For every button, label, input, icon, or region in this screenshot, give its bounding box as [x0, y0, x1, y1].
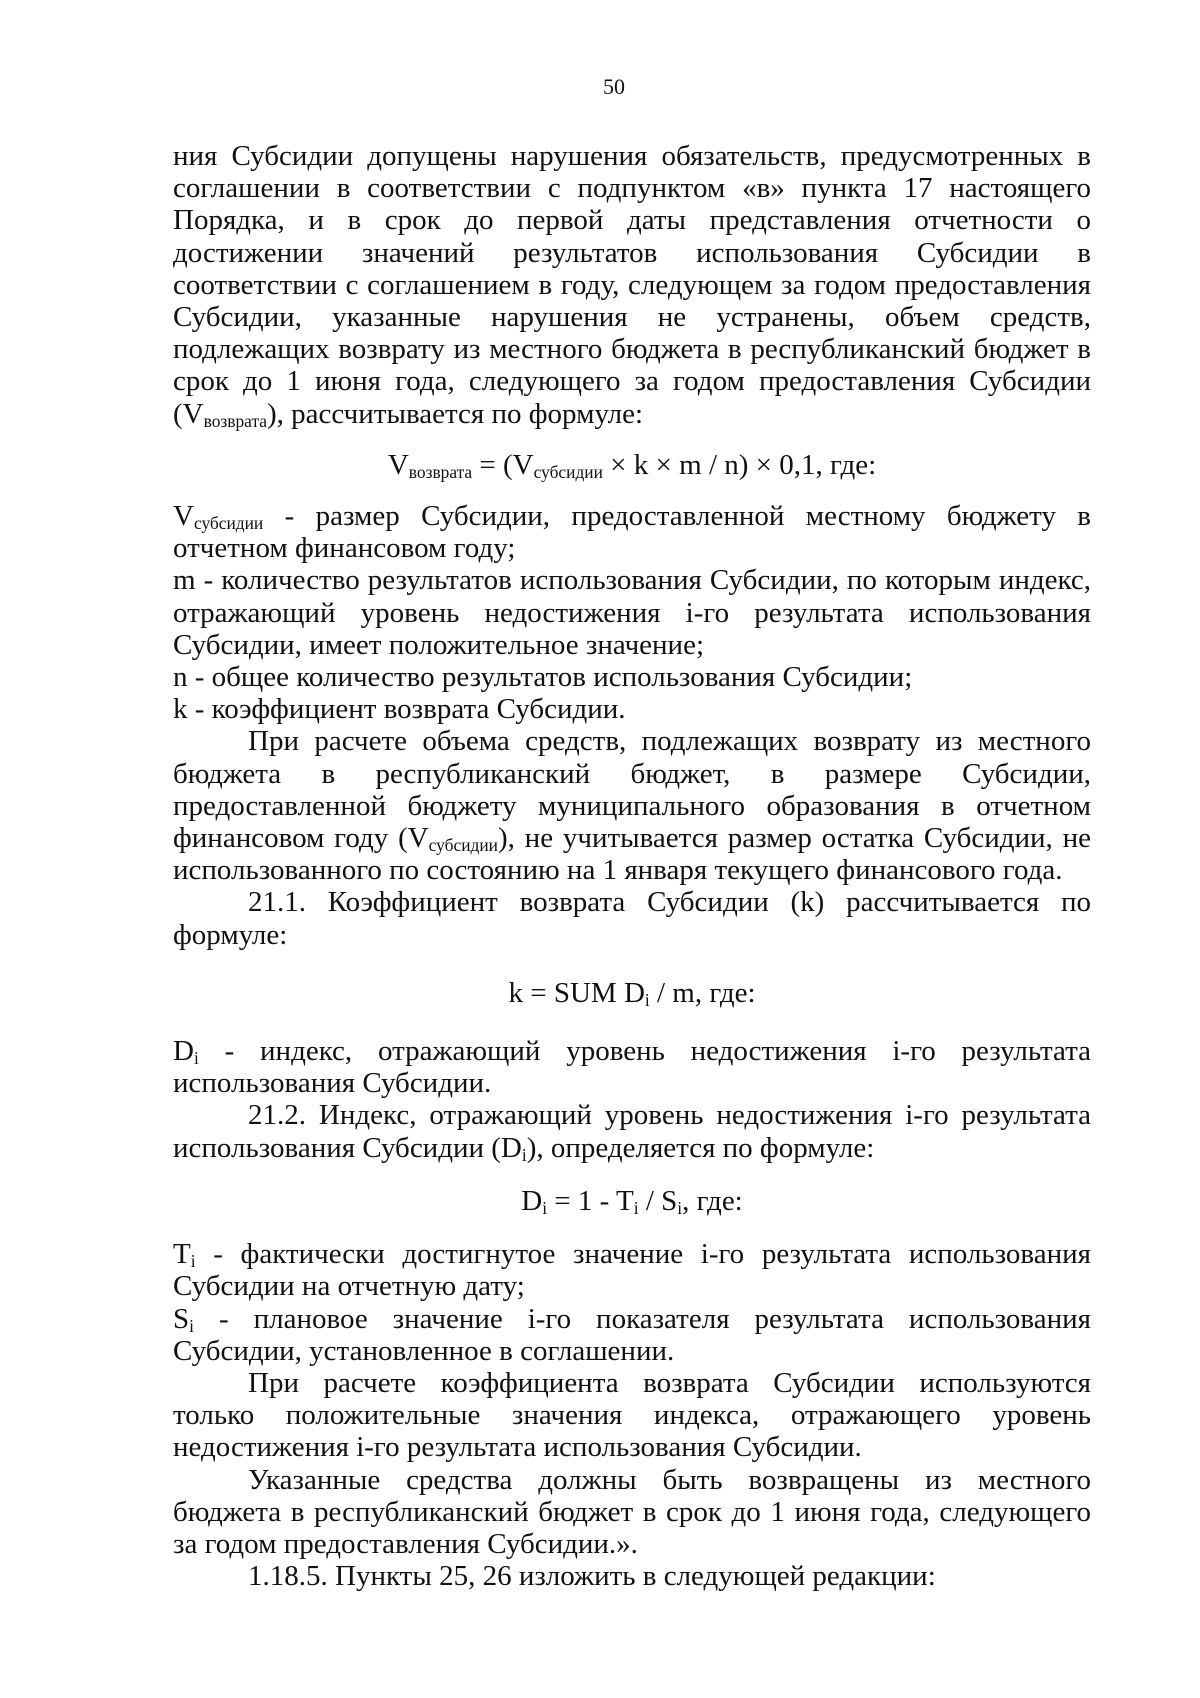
variable: D: [173, 1035, 194, 1068]
formula-part: D: [521, 1184, 543, 1217]
paragraph-calculation-note: [173, 725, 1091, 886]
subscript: i: [542, 1197, 548, 1218]
paragraph-1-18-5: 1.18.5. Пункты 25, 26 изложить в следующей редакции:: [248, 1560, 936, 1593]
definition-text: - размер Субсидии, предоставленной местному бюджету в отчетном финансовом году;: [173, 500, 1091, 565]
formula-part: / m, где:: [649, 976, 756, 1009]
paragraph-text: ния Субсидии допущены нарушения обязательств, предусмотренных в соглашении в соответствии с подпунктом «в» пункта 17 настоящего Порядка, и в срок до первой даты представления отчетности о достижении значений результатов использования Субсидии в соответствии с соглашением в году, следующем за годом предоставления Субсидии, указанные нарушения не устранены, объем средств, подлежащих возврату из местного бюджета в республиканский бюджет в срок до 1 июня года, следующего за годом предоставления Субсидии (V: [173, 140, 1091, 430]
paragraph-21-1: 21.1. Коэффициент возврата Субсидии (k) рассчитывается по формуле:: [173, 886, 1091, 951]
definition-t: [173, 1238, 1091, 1302]
document-body: [173, 140, 1091, 1592]
definition-text: - плановое значение i-го показателя результата использования Субсидии, установленное в соглашении.: [173, 1302, 1091, 1367]
subscript: субсидии: [428, 834, 498, 855]
variable: T: [173, 1238, 191, 1271]
paragraph-text: ), не учитывается размер остатка Субсидии, не использованного по состоянию на 1 января текущего финансового года.: [173, 822, 1091, 887]
subscript: i: [189, 1315, 194, 1336]
subscript: i: [521, 1144, 527, 1165]
page-number: 50: [603, 74, 625, 99]
variable: V: [173, 500, 194, 533]
formula-part: × k × m / n) × 0,1, где:: [602, 448, 877, 481]
subscript: возврата: [408, 461, 473, 482]
formula-part: / S: [638, 1184, 678, 1217]
paragraph-text: ), определяется по формуле:: [526, 1131, 875, 1164]
definition-d: [173, 1035, 1091, 1099]
formula-part: = (V: [472, 448, 534, 481]
subscript: i: [677, 1197, 683, 1218]
paragraph-text: При расчете объема средств, подлежащих возврату из местного бюджета в республиканский бюджет, в размере Субсидии, предоставленной бюджету муниципального образования в отчетном финансовом году (V: [173, 725, 1091, 855]
paragraph-text: ), рассчитывается по формуле:: [266, 397, 644, 430]
formula-part: V: [387, 448, 409, 481]
formula-coefficient: [173, 977, 1091, 1009]
paragraph-21-2: [173, 1099, 1091, 1163]
definition-s: [173, 1303, 1091, 1367]
definition-text: - индекс, отражающий уровень недостижения i-го результата использования Субсидии.: [173, 1035, 1091, 1100]
definition-text: - фактически достигнутое значение i-го результата использования Субсидии на отчетную дату;: [173, 1238, 1091, 1303]
definition-m: m - количество результатов использования Субсидии, по которым индекс, отражающий уровень недостижения i-го результата использования Субсидии, имеет положительное значение;: [173, 564, 1091, 661]
definition-k: k - коэффициент возврата Субсидии.: [173, 693, 626, 726]
paragraph-return-conditions: [173, 140, 1091, 430]
formula-return-volume: [173, 449, 1091, 481]
subscript: субсидии: [533, 461, 603, 482]
definition-n: n - общее количество результатов использования Субсидии;: [173, 661, 913, 694]
paragraph-positive-values: При расчете коэффициента возврата Субсидии используются только положительные значения индекса, отражающего уровень недостижения i-го результата использования Субсидии.: [173, 1366, 1091, 1464]
subscript: i: [633, 1197, 639, 1218]
subscript: субсидии: [193, 512, 264, 533]
subscript: i: [190, 1250, 196, 1271]
definition-v-subsidy: [173, 500, 1091, 564]
subscript: i: [644, 989, 650, 1010]
formula-part: , где:: [682, 1184, 743, 1217]
variable: S: [173, 1302, 190, 1335]
formula-index: [173, 1185, 1091, 1217]
paragraph-return-deadline: Указанные средства должны быть возвращены из местного бюджета в республиканский бюджет в срок до 1 июня года, следующего за годом предоставления Субсидии.».: [173, 1463, 1091, 1560]
formula-part: = 1 - T: [547, 1184, 634, 1217]
subscript: i: [193, 1047, 199, 1068]
paragraph-text: 21.2. Индекс, отражающий уровень недостижения i-го результата использования Субсидии (D: [173, 1099, 1091, 1164]
formula-part: k = SUM D: [508, 976, 645, 1009]
subscript: возврата: [203, 410, 267, 431]
